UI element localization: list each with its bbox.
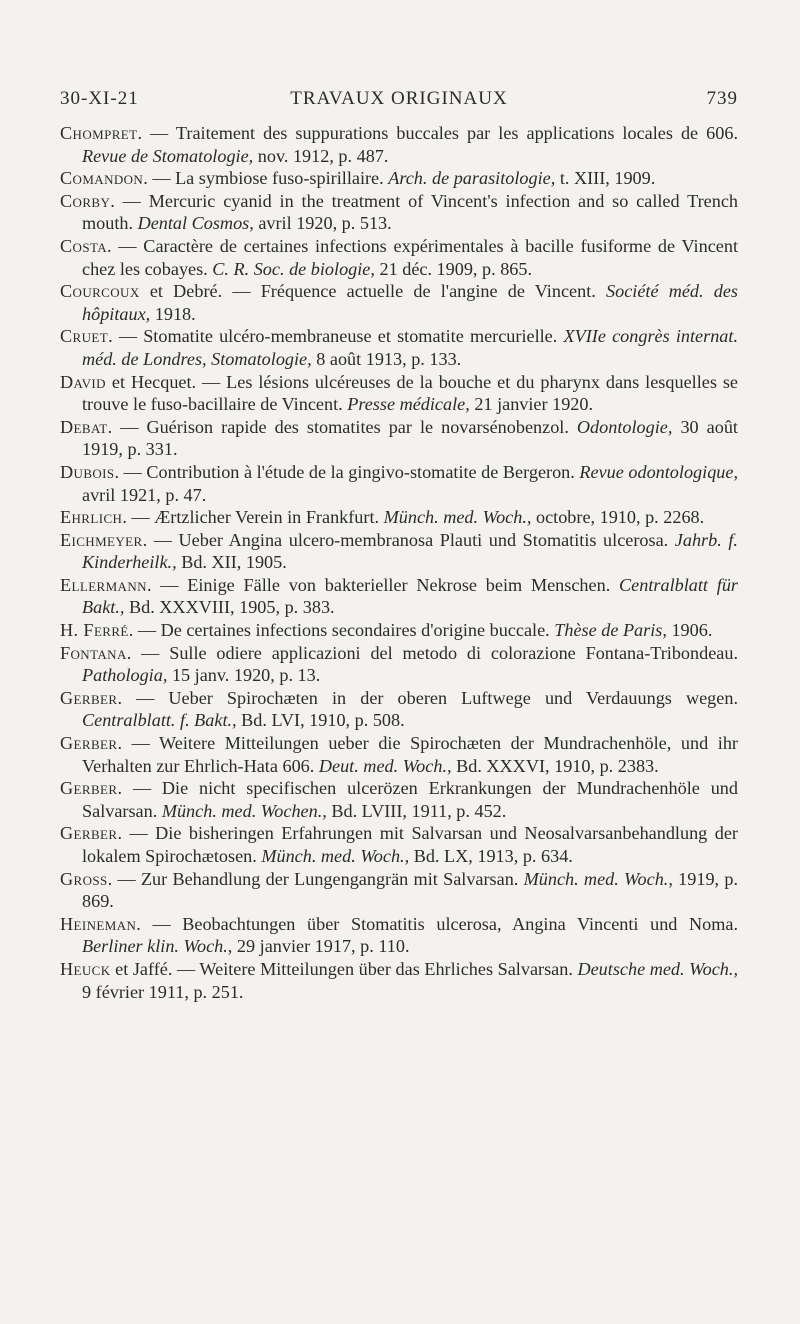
entry-details: 1906. bbox=[666, 620, 713, 641]
entry-source: Pathologia, bbox=[82, 665, 168, 686]
entry-details: avril 1921, p. 47. bbox=[82, 484, 207, 505]
bibliography-entry bbox=[60, 822, 738, 867]
header-date: 30-XI-21 bbox=[60, 88, 139, 109]
entry-source: Dental Cosmos, bbox=[137, 213, 254, 234]
entry-source: Centralblatt. f. Bakt., bbox=[82, 710, 237, 731]
entry-author: Comandon bbox=[60, 168, 144, 189]
entry-details: Bd. LVIII, 1911, p. 452. bbox=[326, 800, 507, 821]
entry-details: 8 août 1913, p. 133. bbox=[311, 348, 462, 369]
entry-author: Gerber bbox=[60, 778, 118, 799]
entry-title: . — Einige Fälle von bakterieller Nekrose beim Menschen. bbox=[146, 574, 620, 595]
entry-source: Berliner klin. Woch., bbox=[82, 936, 233, 957]
bibliography-entry bbox=[60, 642, 738, 687]
entry-title: . — Beobachtungen über Stomatitis ulcerosa, Angina Vincenti und Noma. bbox=[136, 913, 738, 934]
entry-author: Gerber bbox=[60, 687, 118, 708]
entry-title: . — Die bisheringen Erfahrungen mit Salvarsan und Neosalvarsanbehandlung der lokalem Spirochætosen. bbox=[82, 823, 738, 866]
header-title: TRAVAUX ORIGINAUX bbox=[290, 88, 508, 109]
entry-title: et Jaffé. — Weitere Mitteilungen über das Ehrliches Salvarsan. bbox=[110, 958, 578, 979]
entry-title: . — Ueber Spirochæten in der oberen Luftwege und Verdauungs wegen. bbox=[117, 687, 738, 708]
entry-title: . — Weitere Mitteilungen ueber die Spirochæten der Mundrachenhöle, und ihr Verhalten zur Ehrlich-Hata 606. bbox=[82, 733, 738, 776]
entry-title: . — Sulle odiere applicazioni del metodo di colorazione Fontana-Tribondeau. bbox=[126, 642, 738, 663]
entry-source: C. R. Soc. de biologie, bbox=[212, 258, 375, 279]
entry-author: Gerber bbox=[60, 823, 118, 844]
entry-title: . — Ærtzlicher Verein in Frankfurt. bbox=[122, 507, 384, 528]
entry-author: Fontana bbox=[60, 642, 127, 663]
entry-source: Münch. med. Wochen., bbox=[161, 800, 327, 821]
entry-author: Costa bbox=[60, 235, 108, 256]
entry-details: 21 janvier 1920. bbox=[469, 394, 594, 415]
bibliography-list bbox=[60, 122, 738, 1003]
entry-source: Revue odontologique, bbox=[579, 461, 739, 482]
entry-source: Presse médicale, bbox=[347, 394, 470, 415]
running-header bbox=[60, 88, 738, 112]
entry-details: 15 janv. 1920, p. 13. bbox=[167, 665, 321, 686]
entry-source: Deutsche med. Woch., bbox=[577, 958, 738, 979]
entry-details: 9 février 1911, p. 251. bbox=[82, 981, 244, 1002]
entry-details: octobre, 1910, p. 2268. bbox=[531, 507, 705, 528]
entry-author: David bbox=[60, 371, 106, 392]
bibliography-entry bbox=[60, 461, 738, 506]
entry-details: 21 déc. 1909, p. 865. bbox=[374, 258, 533, 279]
entry-source: Odontologie, bbox=[576, 416, 673, 437]
entry-source: XVIIe congrès internat. méd. de Londres, Stomatologie, bbox=[82, 326, 738, 369]
entry-details: Bd. XXXVIII, 1905, p. 383. bbox=[124, 597, 335, 618]
entry-author: Heineman bbox=[60, 913, 137, 934]
entry-details: Bd. XII, 1905. bbox=[176, 552, 287, 573]
bibliography-entry bbox=[60, 325, 738, 370]
entry-author: Ellermann bbox=[60, 574, 147, 595]
entry-author: Cruet bbox=[60, 326, 109, 347]
entry-source: Münch. med. Woch., bbox=[383, 507, 532, 528]
bibliography-entry bbox=[60, 280, 738, 325]
entry-author: Gross bbox=[60, 868, 108, 889]
bibliography-entry bbox=[60, 371, 738, 416]
entry-author: Gerber bbox=[60, 733, 118, 754]
entry-title: et Hecquet. — Les lésions ulcéreuses de la bouche et du pharynx dans lesquelles se trouve le fuso-bacillaire de Vincent. bbox=[82, 371, 738, 415]
entry-title: . — Traitement des suppurations buccales par les applications locales de 606. bbox=[137, 123, 738, 143]
bibliography-entry bbox=[60, 868, 738, 913]
entry-details: t. XIII, 1909. bbox=[555, 168, 656, 189]
entry-source: Jahrb. f. Kinderheilk., bbox=[82, 529, 738, 573]
entry-author: H. Ferré bbox=[60, 620, 129, 641]
bibliography-entry bbox=[60, 506, 738, 529]
entry-details: 1919, p. 869. bbox=[82, 868, 739, 912]
bibliography-entry bbox=[60, 122, 738, 167]
entry-title: . — La symbiose fuso-spirillaire. bbox=[143, 168, 389, 189]
entry-author: Debat bbox=[60, 416, 108, 437]
entry-source: Münch. med. Woch., bbox=[261, 846, 410, 866]
bibliography-entry bbox=[60, 958, 738, 1003]
entry-title: . — Mercuric cyanid in the treatment of Vincent's infection and so called Trench mouth. bbox=[82, 190, 738, 234]
page-number: 739 bbox=[706, 88, 738, 109]
entry-title: . — Die nicht specifischen ulcerözen Erkrankungen der Mundrachenhöle und Salvarsan. bbox=[82, 778, 738, 821]
bibliography-entry bbox=[60, 687, 738, 732]
entry-details: Bd. XXXVI, 1910, p. 2383. bbox=[451, 755, 659, 776]
entry-details: 1918. bbox=[150, 303, 196, 324]
entry-source: Thèse de Paris, bbox=[554, 620, 667, 641]
entry-author: Eichmeyer bbox=[60, 529, 143, 550]
entry-source: Arch. de parasitologie, bbox=[388, 168, 556, 189]
bibliography-entry bbox=[60, 235, 738, 280]
entry-title: et Debré. — Fréquence actuelle de l'angine de Vincent. bbox=[139, 281, 606, 302]
entry-source: Revue de Stomatologie, bbox=[82, 145, 254, 166]
entry-author: Courcoux bbox=[60, 281, 140, 302]
bibliography-entry bbox=[60, 777, 738, 822]
entry-details: avril 1920, p. 513. bbox=[253, 213, 392, 234]
entry-title: . — Contribution à l'étude de la gingivo-stomatite de Bergeron. bbox=[114, 461, 580, 482]
entry-title: . — Guérison rapide des stomatites par le novarsénobenzol. bbox=[107, 416, 577, 437]
bibliography-entry bbox=[60, 732, 738, 777]
bibliography-entry bbox=[60, 619, 738, 642]
entry-details: nov. 1912, p. 487. bbox=[253, 145, 389, 166]
entry-title: . — Ueber Angina ulcero-membranosa Plauti und Stomatitis ulcerosa. bbox=[142, 529, 675, 550]
entry-source: Société méd. des hôpitaux, bbox=[82, 281, 738, 324]
entry-title: . — Zur Behandlung der Lungengangrän mit Salvarsan. bbox=[107, 868, 524, 889]
bibliography-entry bbox=[60, 190, 738, 235]
bibliography-entry bbox=[60, 574, 738, 619]
bibliography-entry bbox=[60, 167, 738, 190]
entry-details: 30 août 1919, p. 331. bbox=[82, 416, 738, 460]
entry-details: Bd. LX, 1913, p. 634. bbox=[409, 846, 573, 866]
entry-author: Ehrlich bbox=[60, 507, 123, 528]
entry-source: Centralblatt für Bakt., bbox=[82, 574, 738, 618]
bibliography-entry bbox=[60, 416, 738, 461]
entry-title: . — De certaines infections secondaires d'origine buccale. bbox=[128, 620, 555, 641]
entry-details: Bd. LVI, 1910, p. 508. bbox=[236, 710, 405, 731]
bibliography-entry bbox=[60, 913, 738, 958]
entry-author: Heuck bbox=[60, 958, 111, 979]
entry-author: Corby bbox=[60, 190, 111, 211]
entry-author: Dubois bbox=[60, 461, 115, 482]
entry-source: Deut. med. Woch., bbox=[318, 755, 452, 776]
entry-title: . — Caractère de certaines infections expérimentales à bacille fusiforme de Vincent chez les cobayes. bbox=[82, 235, 738, 279]
entry-details: 29 janvier 1917, p. 110. bbox=[232, 936, 410, 957]
entry-title: . — Stomatite ulcéro-membraneuse et stomatite mercurielle. bbox=[108, 326, 564, 347]
entry-source: Münch. med. Woch., bbox=[523, 868, 673, 889]
entry-author: Chompret bbox=[60, 123, 138, 143]
bibliography-entry bbox=[60, 529, 738, 574]
